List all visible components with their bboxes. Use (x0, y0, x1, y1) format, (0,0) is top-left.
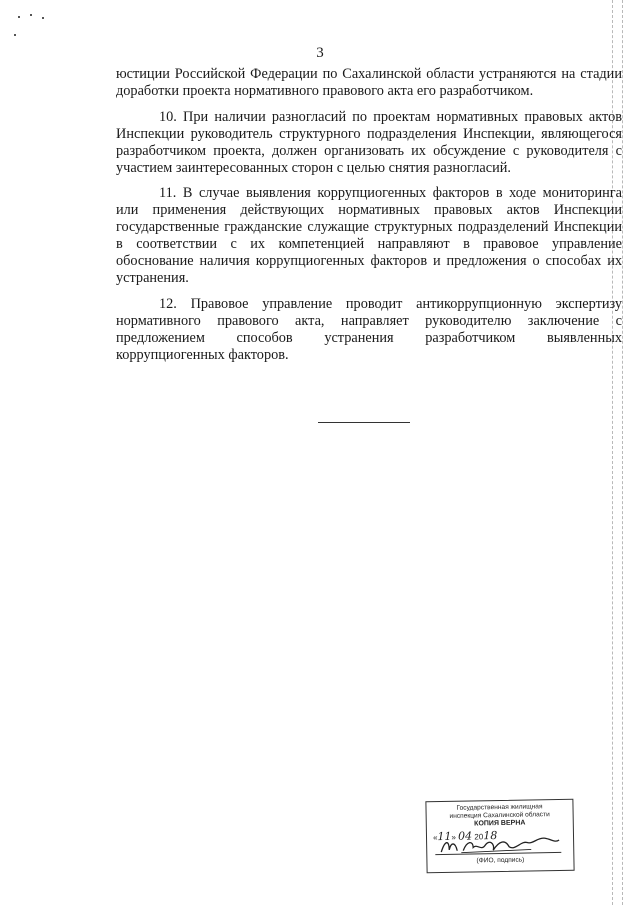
paragraph-12: 12. Правовое управление проводит антикоррупционную экспертизу нормативного правового акта, направляет руководителю заключение с предложением способов устранения разработчиком выявленных коррупциогенных факторов. (116, 295, 622, 363)
stamp-date-day: 11 (437, 829, 452, 844)
stamp-date-month: 04 (458, 829, 473, 843)
stamp-date: «11» 04 2018 (432, 829, 498, 844)
paragraph-10: 10. При наличии разногласий по проектам нормативных правовых актов Инспекции руководитель структурного подразделения Инспекции, являющегося разработчиком проекта, должен организовать их обсуждение с руководителя с участием заинтересованных сторон с целью снятия разногласий. (116, 108, 622, 176)
scan-speck (18, 16, 20, 18)
paragraph-11: 11. В случае выявления коррупциогенных факторов в ходе мониторинга или применения действующих нормативных правовых актов Инспекции государственные гражданские служащие структурных подразделений Инспекции в соответствии с их компетенцией направляют в правовое управление обоснование наличия коррупциогенных факторов и предложения о способах их устранения. (116, 185, 622, 286)
scan-speck (14, 34, 16, 36)
stamp-date-year-suffix: 18 (483, 829, 498, 843)
certified-copy-stamp (425, 799, 574, 874)
paragraph-continuation: юстиции Российской Федерации по Сахалинской области устраняются на стадии доработки проекта нормативного правового акта его разработчиком. (116, 66, 622, 99)
scan-speck (42, 17, 44, 19)
stamp-caption: (ФИО, подпись) (476, 856, 525, 865)
stamp-org-line-2: инспекция Сахалинской области (449, 811, 550, 820)
scan-edge-line (622, 0, 623, 905)
end-of-text-rule (318, 422, 410, 423)
document-body (116, 66, 622, 364)
scan-speck (30, 14, 32, 16)
stamp-certified-copy-label: КОПИЯ ВЕРНА (474, 819, 526, 828)
stamp-org-line-1: Государственная жилищная (456, 803, 543, 812)
page-number: 3 (316, 45, 324, 61)
stamp-date-year-prefix: 20 (474, 832, 484, 842)
